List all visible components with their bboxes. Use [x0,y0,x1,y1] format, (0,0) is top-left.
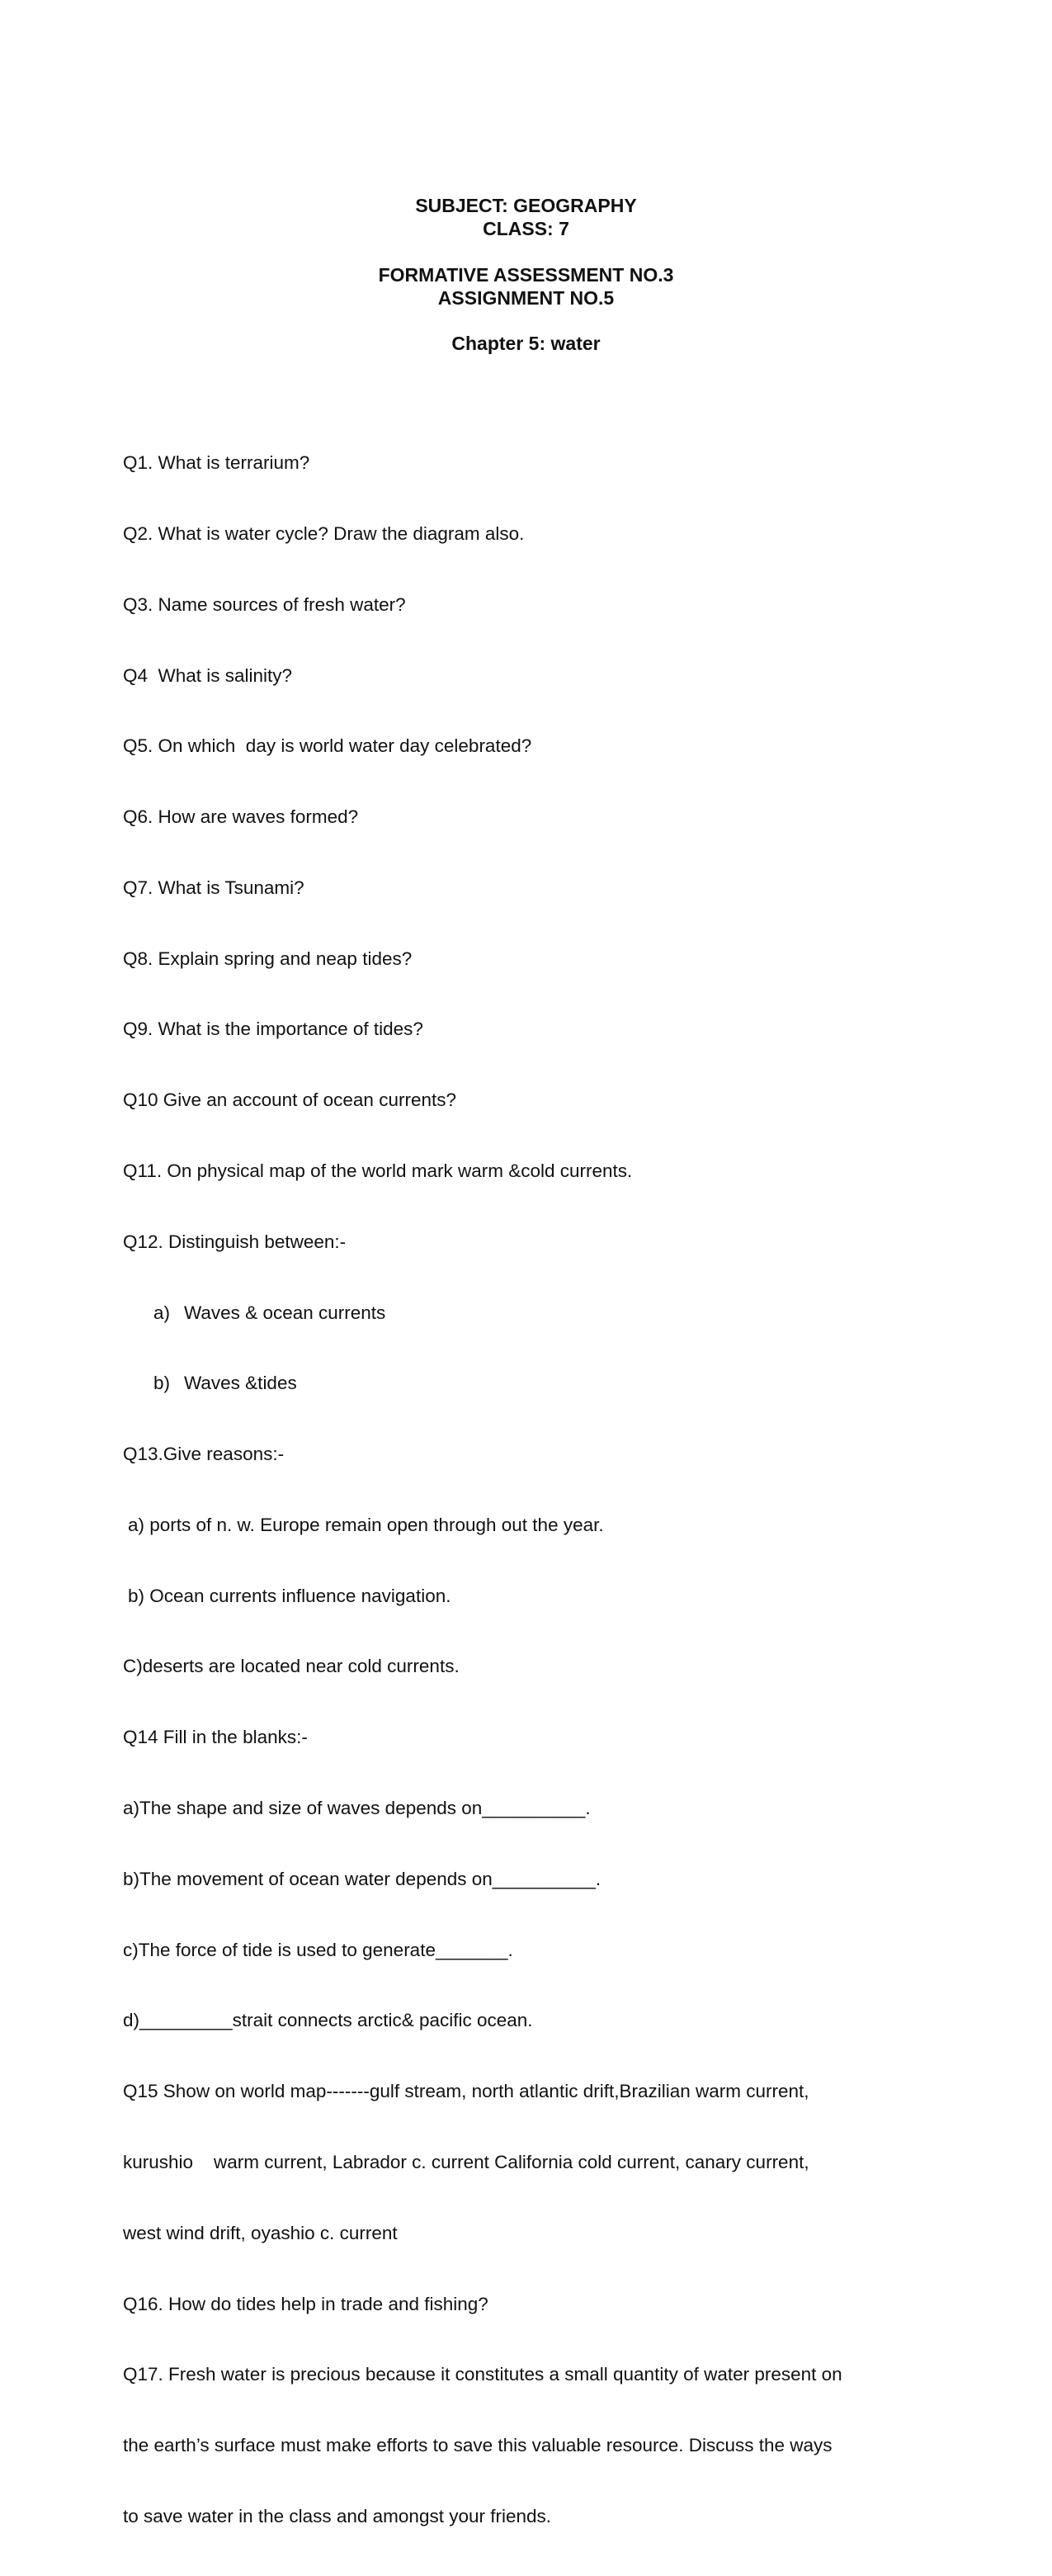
question-14-item-c: c)The force of tide is used to generate_______. [123,1939,513,1960]
question-13-item-a: a) ports of n. w. Europe remain open through out the year. [128,1514,604,1535]
question-9: Q9. What is the importance of tides? [123,1019,423,1040]
question-17-line-2: the earth’s surface must make efforts to save this valuable resource. Discuss the ways [123,2435,833,2456]
question-16: Q16. How do tides help in trade and fishing? [123,2293,488,2314]
question-17-line-1: Q17. Fresh water is precious because it constitutes a small quantity of water present on [123,2364,842,2385]
question-15-line-2: kurushio warm current, Labrador c. current California cold current, canary current, [123,2151,809,2172]
question-8: Q8. Explain spring and neap tides? [123,948,413,969]
question-12: Q12. Distinguish between:- [123,1231,347,1252]
class-heading: CLASS: 7 [483,218,569,239]
question-4: Q4 What is salinity? [123,664,293,686]
question-12-item-b [123,1372,932,1396]
question-14-item-b: b)The movement of ocean water depends on__________. [123,1868,601,1889]
question-12-item-a [123,1302,932,1326]
assessment-heading: FORMATIVE ASSESSMENT NO.3 [378,264,674,286]
question-13: Q13.Give reasons:- [123,1444,285,1465]
chapter-heading: Chapter 5: water [451,333,601,354]
question-15-line-3: west wind drift, oyashio c. current [123,2222,398,2243]
question-14-item-d: d)_________strait connects arctic& pacific ocean. [123,2010,533,2031]
question-1: Q1. What is terrarium? [123,452,310,474]
question-10: Q10 Give an account of ocean currents? [123,1089,456,1111]
question-5: Q5. On which day is world water day celebrated? [123,735,532,757]
question-17-line-3: to save water in the class and amongst your friends. [123,2505,552,2526]
question-11: Q11. On physical map of the world mark warm &cold currents. [123,1160,633,1181]
assignment-heading: ASSIGNMENT NO.5 [437,287,615,309]
question-7: Q7. What is Tsunami? [123,877,304,898]
subject-heading: SUBJECT: GEOGRAPHY [415,195,637,216]
question-14-item-a: a)The shape and size of waves depends on__________. [123,1798,591,1819]
list-item-text: Waves & ocean currents [184,1302,386,1323]
question-3: Q3. Name sources of fresh water? [123,593,406,615]
list-marker: a) [153,1302,171,1323]
list-marker: b) [153,1373,171,1394]
question-2: Q2. What is water cycle? Draw the diagram also. [123,522,525,544]
question-15-line-1: Q15 Show on world map-------gulf stream, north atlantic drift,Brazilian warm current, [123,2081,809,2102]
question-13-item-c: C)deserts are located near cold currents. [123,1656,460,1677]
list-item-text: Waves &tides [184,1373,297,1394]
question-list [123,404,932,2576]
question-14: Q14 Fill in the blanks:- [123,1727,308,1748]
question-13-item-b: b) Ocean currents influence navigation. [128,1585,451,1606]
question-6: Q6. How are waves formed? [123,806,359,828]
